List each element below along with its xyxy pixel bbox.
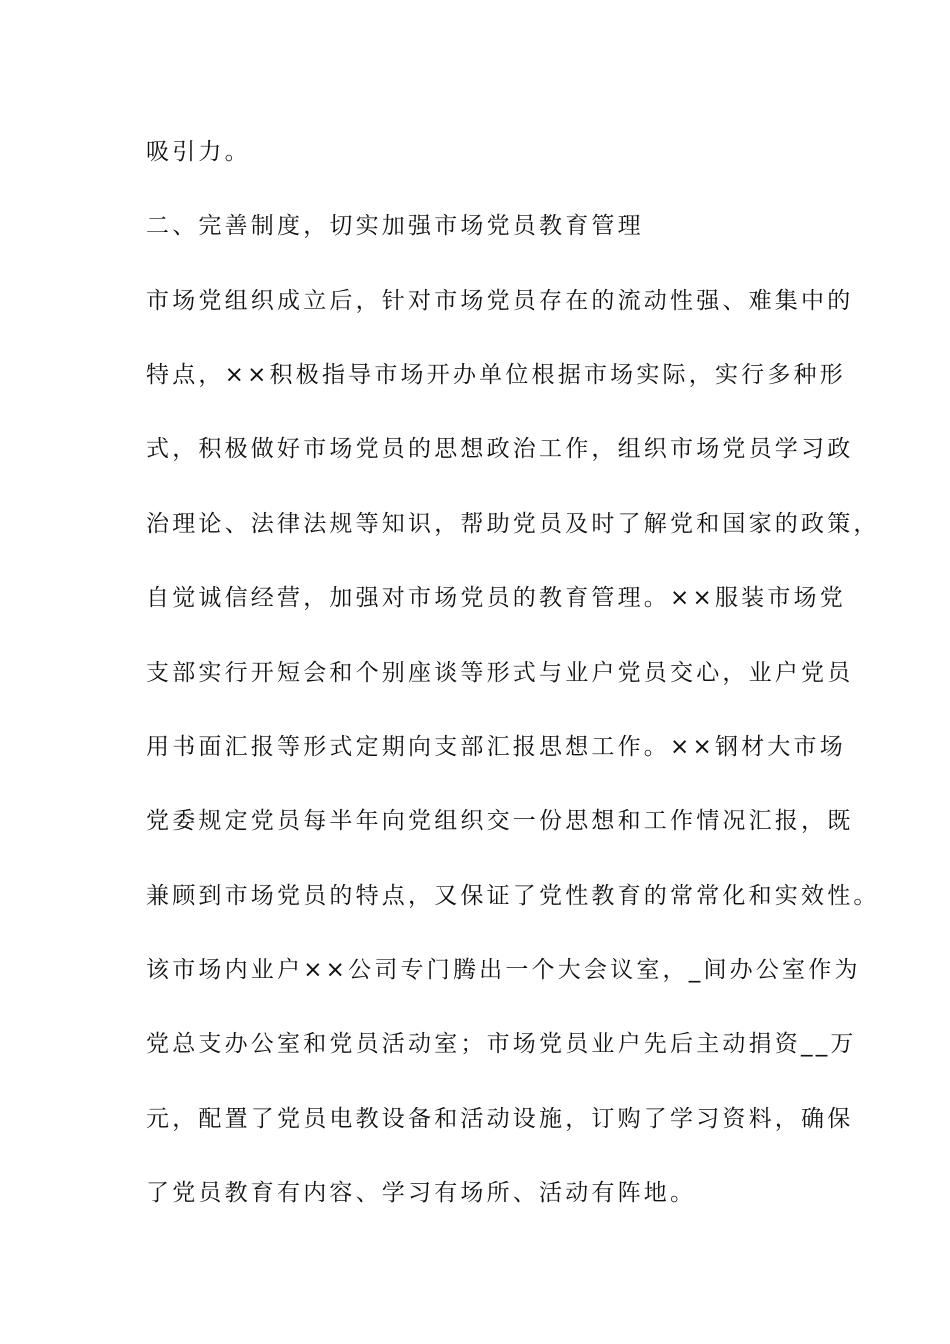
paragraph-line: 市场党组织成立后，针对市场党员存在的流动性强、难集中的 — [146, 288, 854, 314]
paragraph-line: 支部实行开短会和个别座谈等形式与业户党员交心，业户党员 — [146, 660, 854, 686]
paragraph-line: 党委规定党员每半年向党组织交一份思想和工作情况汇报，既 — [146, 808, 854, 834]
paragraph-line: 吸引力。 — [146, 139, 251, 165]
paragraph-line: 自觉诚信经营，加强对市场党员的教育管理。××服装市场党 — [146, 585, 846, 611]
paragraph-line: 元，配置了党员电教设备和活动设施，订购了学习资料，确保 — [146, 1106, 854, 1132]
paragraph-line: 了党员教育有内容、学习有场所、活动有阵地。 — [146, 1180, 697, 1206]
paragraph-line: 兼顾到市场党员的特点，又保证了党性教育的常常化和实效性。 — [146, 883, 880, 909]
paragraph-line: 该市场内业户××公司专门腾出一个大会议室，_间办公室作为 — [146, 957, 861, 983]
paragraph-line: 式，积极做好市场党员的思想政治工作，组织市场党员学习政 — [146, 436, 854, 462]
paragraph-line: 治理论、法律法规等知识，帮助党员及时了解党和国家的政策， — [146, 511, 880, 537]
paragraph-line: 用书面汇报等形式定期向支部汇报思想工作。××钢材大市场 — [146, 734, 846, 760]
paragraph-line: 特点，××积极指导市场开办单位根据市场实际，实行多种形 — [146, 362, 846, 388]
paragraph-line: 党总支办公室和党员活动室；市场党员业户先后主动捐资__万 — [146, 1031, 857, 1057]
section-heading: 二、完善制度，切实加强市场党员教育管理 — [146, 213, 644, 239]
